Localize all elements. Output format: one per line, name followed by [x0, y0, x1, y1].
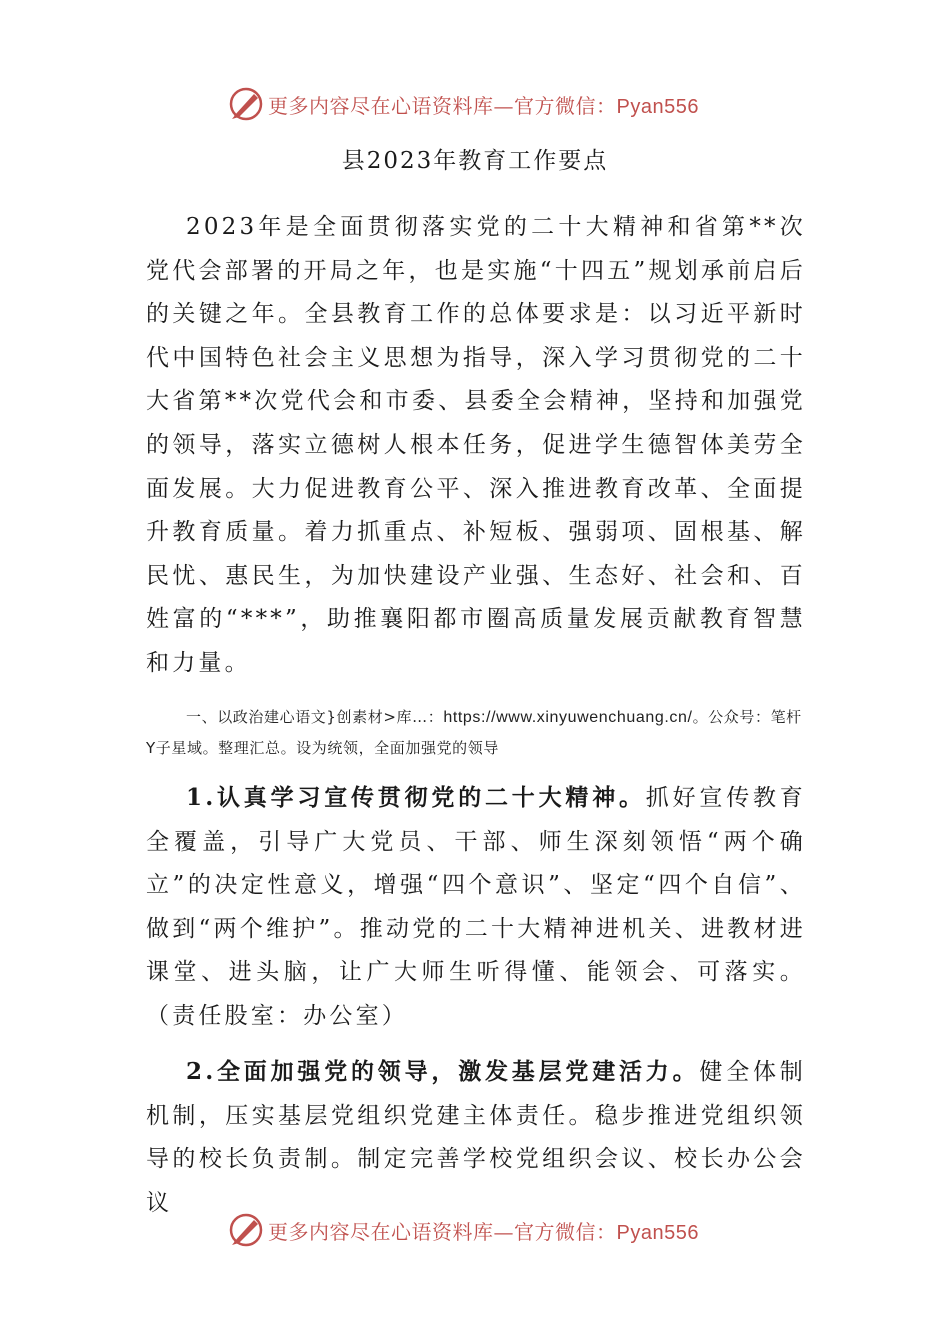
header-banner [228, 84, 788, 124]
banner-wechat-id: Pyan556 [616, 95, 699, 118]
pen-logo-icon [228, 86, 264, 122]
intro-paragraph: 2023年是全面贯彻落实党的二十大精神和省第**次党代会部署的开局之年，也是实施“十四五”规划承前启后的关键之年。全县教育工作的总体要求是：以习近平新时代中国特色社会主义思想为指导，深入学习贯彻党的二十大省第**次党代会和市委、县委全会精神，坚持和加强党的领导，落实立德树人根本任务，促进学生德智体美劳全面发展。大力促进教育公平、深入推进教育改革、全面提升教育质量。着力抓重点、补短板、强弱项、固根基、解民忧、惠民生，为加快建设产业强、生态好、社会和、百姓富的“***”，助推襄阳都市圈高质量发展贡献教育智慧和力量。 [146, 214, 806, 676]
banner-text: 更多内容尽在心语资料库—官方微信： [268, 1219, 617, 1244]
footer-banner [228, 1210, 788, 1250]
item-2-heading: 2.全面加强党的领导，激发基层党建活力。 [186, 1058, 700, 1085]
section-line-prefix: 一、以政治建心语文}创素材>库…： [186, 708, 444, 726]
banner-text: 更多内容尽在心语资料库—官方微信： [268, 93, 617, 118]
item-2-body: 健全体制机制，压实基层党组织党建主体责任。稳步推进党组织领导的校长负责制。制定完善学校党组织会议、校长办公会议 [146, 1059, 806, 1216]
pen-logo-icon [228, 1212, 264, 1248]
section-heading-line [146, 702, 810, 763]
item-1-paragraph [146, 776, 806, 1039]
item-2-paragraph [146, 1050, 806, 1225]
banner-wechat-id: Pyan556 [616, 1221, 699, 1244]
item-1-body: 抓好宣传教育全覆盖，引导广大党员、干部、师生深刻领悟“两个确立”的决定性意义，增强“四个意识”、坚定“四个自信”、做到“两个维护”。推动党的二十大精神进机关、进教材进课堂、进头脑，让广大师生听得懂、能领会、可落实。（责任股室：办公室） [146, 785, 806, 1029]
document-title: 县2023年教育工作要点 [341, 148, 609, 174]
section-line-suffix: 。公众号：笔杆Y子星域。整理汇总。设为统领，全面加强党的领导 [146, 708, 802, 757]
section-line-url[interactable]: https://www.xinyuwenchuang.cn/ [443, 709, 693, 726]
item-1-heading: 1.认真学习宣传贯彻党的二十大精神。 [186, 784, 646, 811]
